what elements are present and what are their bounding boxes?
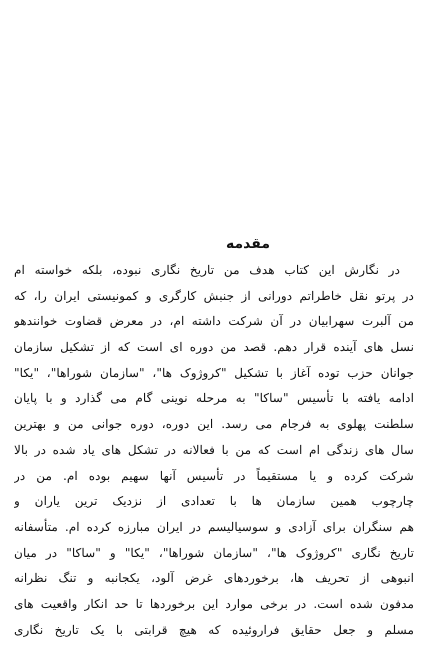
- paragraph-line: مسلم و جعل حقایق فراروئیده که هیچ قرابتی با یک تاریخ نگاری: [14, 622, 414, 637]
- paragraph-line: سال های زندگی ام است که من با فعالانه در تشکل های یاد شده در بالا: [14, 442, 414, 457]
- paragraph-line: در پرتو نقل خاطراتم دورانی از جنبش کارگری و کمونیستی ایران را، که: [14, 288, 414, 303]
- body-paragraph: [14, 258, 414, 643]
- paragraph-line: چارچوب همین سازمان ها با تعدادی از نزدیک ترین یاران و: [14, 494, 414, 509]
- paragraph-line: هم سنگران برای آزادی و سوسیالیسم در ایران مبارزه کرده ام. متأسفانه: [14, 519, 414, 534]
- paragraph-line: مدفون شده است. در برخی موارد این برخوردها تا حد انکار واقعیت های: [14, 596, 414, 611]
- paragraph-line: در نگارش این کتاب هدف من تاریخ نگاری نبوده، بلکه خواسته ام: [14, 263, 400, 277]
- paragraph-line: نسل های آینده قرار دهم. قصد من دوره ای است که از تشکیل سازمان: [14, 340, 414, 355]
- paragraph-line: شرکت کرده و یا مستقیماً در تأسیس آنها سهیم بوده ام. من در: [14, 468, 414, 483]
- paragraph-line: تاریخ نگاری "کروژوک ها"، "سازمان شوراها"، "یکا" و "ساکا" در میان: [14, 545, 414, 560]
- section-heading: مقدمه: [226, 236, 270, 252]
- paragraph-line: ادامه یافته با تأسیس "ساکا" به مرحله نوینی گام می گذارد و با پایان: [14, 391, 414, 406]
- paragraph-line: من آلبرت سهرابیان در آن شرکت داشته ام، در معرض قضاوت خوانندهو: [14, 314, 414, 329]
- paragraph-line: جوانان حزب توده آغاز با تشکیل "کروژوک ها"، "سازمان شوراها"، "یکا": [14, 365, 414, 380]
- paragraph-line: انبوهی از تحریف ها، برخوردهای غرض آلود، یکجانبه و تنگ نظرانه: [14, 571, 414, 586]
- paragraph-line: سلطنت پهلوی به فرجام می رسد. این دوره، دوره جوانی من و بهترین: [14, 417, 414, 432]
